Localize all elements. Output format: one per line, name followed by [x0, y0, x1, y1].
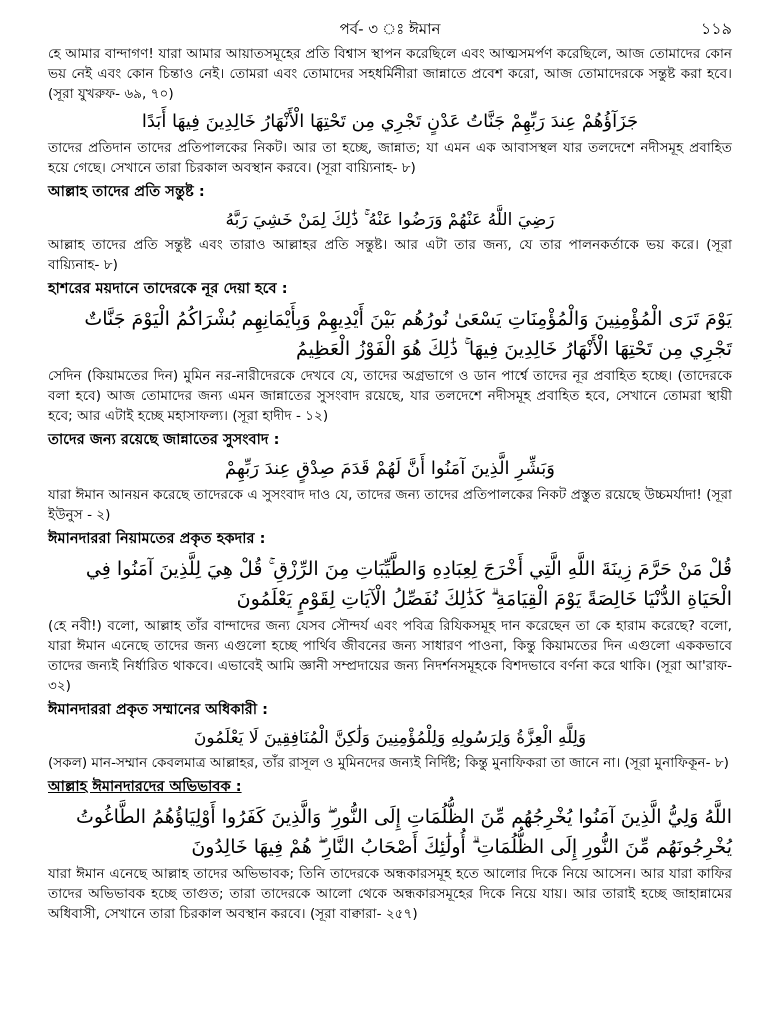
section-heading: হাশরের ময়দানে তাদেরকে নূর দেয়া হবে : — [48, 280, 288, 297]
paragraph-translation: (হে নবী!) বলো, আল্লাহ তাঁর বান্দাদের জন্য যেসব সৌন্দর্য এবং পবিত্র রিযিকসমূহ দান করেছেন তা কে হারাম করেছে? বলো, যারা ঈমান এনেছে তাদের জন্য এগুলো হচ্ছে পার্থিব জীবনের জন্য সাধারণ পাওনা, কিন্তু কিয়ামতের দিন এগুলো এককভাবে তাদের জন্যই নির্ধারিত থাকবে। এভাবেই আমি জ্ঞানী সম্প্রদায়ের জন্য নিদর্শনসমূহকে বিশদভাবে বর্ণনা করে থাকি। (সূরা আ'রাফ- ৩২) — [48, 618, 732, 694]
paragraph-translation: যারা ঈমান আনয়ন করেছে তাদেরকে এ সুসংবাদ দাও যে, তাদের জন্য তাদের প্রতিপালকের নিকট প্রস্তুত রয়েছে উচ্চমর্যাদা! (সূরা ইউনুস - ২) — [48, 487, 732, 523]
arabic-verse: يَوْمَ تَرَى الْمُؤْمِنِينَ وَالْمُؤْمِنَاتِ يَسْعَىٰ نُورُهُم بَيْنَ أَيْدِيهِمْ وَبِأَيْمَانِهِم بُشْرَاكُمُ الْيَوْمَ جَنَّاتٌ تَجْرِي مِن تَحْتِهَا الْأَنْهَارُ خَالِدِينَ فِيهَا ۚ ذَٰلِكَ هُوَ الْفَوْزُ الْعَظِيمُ — [84, 308, 732, 360]
section-heading: ঈমানদাররা নিয়ামতের প্রকৃত হকদার : — [48, 530, 266, 547]
arabic-verse: اللَّهُ وَلِيُّ الَّذِينَ آمَنُوا يُخْرِجُهُم مِّنَ الظُّلُمَاتِ إِلَى النُّورِ ۖ وَالَّذِينَ كَفَرُوا أَوْلِيَاؤُهُمُ الطَّاغُوتُ يُخْرِجُونَهُم مِّنَ النُّورِ إِلَى الظُّلُمَاتِ ۗ أُولَٰئِكَ أَصْحَابُ النَّارِ ۖ هُمْ فِيهَا خَالِدُونَ — [75, 806, 732, 858]
arabic-verse: وَلِلَّهِ الْعِزَّةُ وَلِرَسُولِهِ وَلِلْمُؤْمِنِينَ وَلَٰكِنَّ الْمُنَافِقِينَ لَا يَعْلَمُونَ — [193, 728, 587, 748]
section-heading: তাদের জন্য রয়েছে জান্নাতের সুসংবাদ : — [48, 431, 280, 448]
document-page — [48, 14, 732, 924]
page-number: ১১৯ — [700, 19, 732, 38]
paragraph-translation: আল্লাহ তাদের প্রতি সন্তুষ্ট এবং তারাও আল্লাহর প্রতি সন্তুষ্ট। আর এটা তার জন্য, যে তার পালনকর্তাকে ভয় করে। (সূরা বায়্যিনাহ- ৮) — [48, 237, 732, 273]
section-heading: আল্লাহ ঈমানদারদের অভিভাবক : — [48, 778, 242, 795]
arabic-verse: قُلْ مَنْ حَرَّمَ زِينَةَ اللَّهِ الَّتِي أَخْرَجَ لِعِبَادِهِ وَالطَّيِّبَاتِ مِنَ الرِّزْقِ ۚ قُلْ هِيَ لِلَّذِينَ آمَنُوا فِي الْحَيَاةِ الدُّنْيَا خَالِصَةً يَوْمَ الْقِيَامَةِ ۗ كَذَٰلِكَ نُفَصِّلُ الْآيَاتِ لِقَوْمٍ يَعْلَمُونَ — [85, 558, 732, 610]
section-heading: ঈমানদাররা প্রকৃত সম্মানের অধিকারী : — [48, 701, 268, 718]
paragraph-translation: (সকল) মান-সম্মান কেবলমাত্র আল্লাহর, তাঁর রাসূল ও মুমিনদের জন্যই নির্দিষ্ট; কিন্তু মুনাফিকরা তা জানে না। (সূরা মুনাফিকূন- ৮) — [48, 755, 729, 771]
arabic-verse: رَضِيَ اللَّهُ عَنْهُمْ وَرَضُوا عَنْهُ ۚ ذَٰلِكَ لِمَنْ خَشِيَ رَبَّهُ — [225, 210, 555, 230]
paragraph-translation: সেদিন (কিয়ামতের দিন) মুমিন নর-নারীদেরকে দেখবে যে, তাদের অগ্রভাগে ও ডান পার্শ্বে তাদের নূর প্রবাহিত হচ্ছে। (তাদেরকে বলা হবে) আজ তোমাদের জন্য এমন জান্নাতের সুসংবাদ রয়েছে, যার তলদেশে নদীসমূহ প্রবাহিত হবে, সেখানে তোমরা স্থায়ী হবে; আর এটাই হচ্ছে মহাসাফল্য। (সূরা হাদীদ - ১২) — [48, 368, 732, 424]
paragraph-translation: যারা ঈমান এনেছে আল্লাহ তাদের অভিভাবক; তিনি তাদেরকে অন্ধকারসমূহ হতে আলোর দিকে নিয়ে আসেন। আর যারা কাফির তাদের অভিভাবক হচ্ছে তাগুত; তারা তাদেরকে আলো থেকে অন্ধকারসমূহের দিকে নিয়ে যায়। আর তারাই হচ্ছে জাহান্নামের অধিবাসী, সেখানে তারা চিরকাল অবস্থান করবে। (সূরা বাক্বারা- ২৫৭) — [48, 866, 732, 922]
page-header — [48, 14, 732, 44]
paragraph-translation: তাদের প্রতিদান তাদের প্রতিপালকের নিকট। আর তা হচ্ছে, জান্নাত; যা এমন এক আবাসস্থল যার তলদেশে নদীসমূহ প্রবাহিত হয়ে গেছে। সেখানে তারা চিরকাল অবস্থান করবে। (সূরা বায়্যিনাহ- ৮) — [48, 140, 732, 176]
chapter-title: পর্ব- ৩ ঃ ঈমান — [339, 20, 441, 38]
arabic-verse: جَزَآؤُهُمْ عِندَ رَبِّهِمْ جَنَّاتُ عَدْنٍ تَجْرِي مِن تَحْتِهَا الْأَنْهَارُ خَالِدِينَ فِيهَا أَبَدًا — [141, 111, 639, 132]
paragraph-translation: হে আমার বান্দাগণ! যারা আমার আয়াতসমূহের প্রতি বিশ্বাস স্থাপন করেছিলে এবং আত্মসমর্পণ করেছিলে, আজ তোমাদের কোন ভয় নেই এবং কোন চিন্তাও নেই। তোমরা এবং তোমাদের সহধর্মিনীরা জান্নাতে প্রবেশ করো, আজ তোমাদেরকে সন্তুষ্ট করা হবে। (সূরা যুখরুফ- ৬৯, ৭০) — [48, 46, 733, 102]
section-heading: আল্লাহ তাদের প্রতি সন্তুষ্ট : — [48, 183, 205, 200]
arabic-verse: وَبَشِّرِ الَّذِينَ آمَنُوا أَنَّ لَهُمْ قَدَمَ صِدْقٍ عِندَ رَبِّهِمْ — [225, 458, 555, 479]
